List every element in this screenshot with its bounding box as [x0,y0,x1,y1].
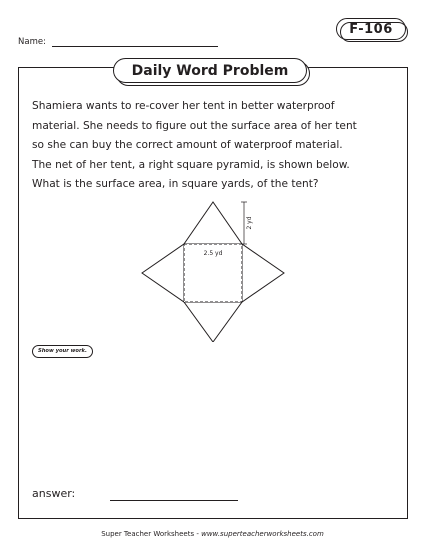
footer-site-name: Super Teacher Worksheets - [101,530,202,538]
page-title: Daily Word Problem [113,58,307,83]
answer-row [32,487,75,500]
side-length-label: 2.5 yd [203,250,223,257]
answer-field[interactable] [110,500,238,501]
net-left-triangle [142,244,184,302]
height-label: 2 yd [246,216,253,230]
net-right-triangle [242,244,284,302]
problem-line: Shamiera wants to re-cover her tent in better waterproof [32,100,335,112]
name-row [18,37,46,47]
show-work-badge: Show your work. [32,345,93,358]
name-label: Name: [18,37,46,47]
worksheet-code-badge: F-106 [336,18,406,40]
pyramid-net-figure [138,197,288,342]
problem-line: The net of her tent, a right square pyramid, is shown below. [32,158,350,171]
footer-url[interactable]: www.superteacherworksheets.com [201,530,324,538]
net-bottom-triangle [184,302,242,342]
footer [0,530,425,538]
answer-label: answer: [32,487,76,500]
problem-line: What is the surface area, in square yards, of the tent? [32,178,319,190]
name-field[interactable] [52,46,218,47]
problem-line: so she can buy the correct amount of waterproof material. [32,139,343,151]
problem-text [32,97,402,195]
net-top-triangle [184,202,242,244]
problem-line: material. She needs to figure out the surface area of her tent [32,119,357,132]
